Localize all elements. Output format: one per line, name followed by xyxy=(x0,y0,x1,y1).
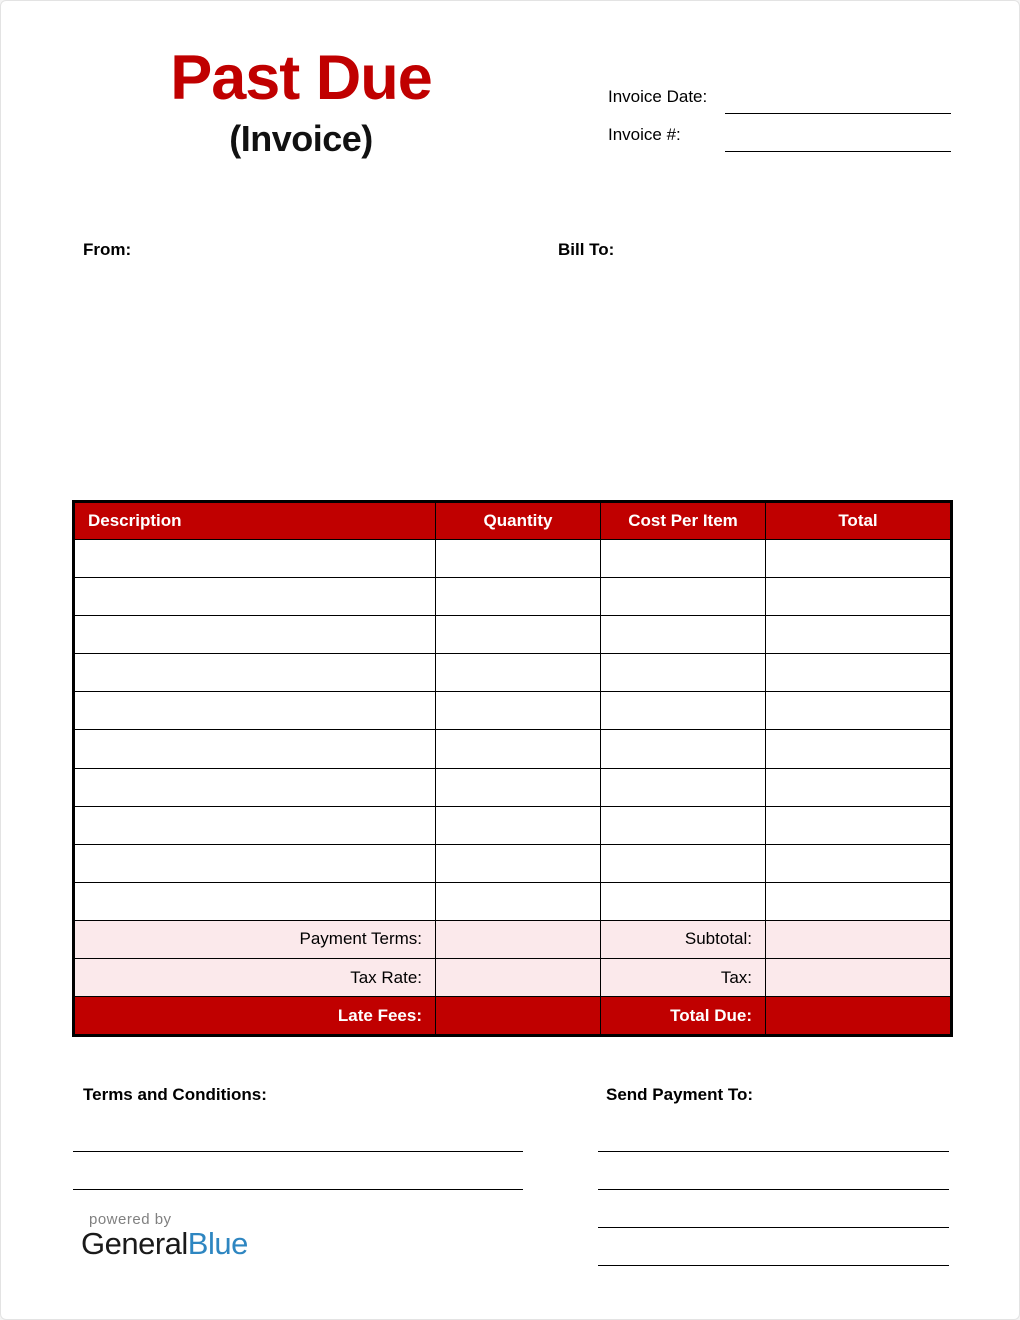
table-row xyxy=(75,654,951,692)
table-cell[interactable] xyxy=(601,844,766,882)
table-row xyxy=(75,806,951,844)
from-label: From: xyxy=(83,240,132,259)
page-title: Past Due xyxy=(170,43,432,113)
items-table xyxy=(74,502,951,1035)
table-row xyxy=(75,578,951,616)
fill-in-line[interactable] xyxy=(598,1151,949,1189)
title-block xyxy=(76,43,526,160)
table-cell[interactable] xyxy=(766,806,951,844)
table-cell[interactable] xyxy=(601,654,766,692)
table-cell[interactable] xyxy=(601,616,766,654)
subtotal-field[interactable] xyxy=(766,920,951,958)
table-row xyxy=(75,616,951,654)
table-cell[interactable] xyxy=(601,730,766,768)
table-cell[interactable] xyxy=(436,578,601,616)
tax-rate-field[interactable] xyxy=(436,959,601,997)
payment-lines xyxy=(598,1151,949,1303)
subtotal-label: Subtotal: xyxy=(601,920,766,958)
column-header-description: Description xyxy=(75,503,436,540)
table-cell[interactable] xyxy=(601,540,766,578)
table-cell[interactable] xyxy=(436,540,601,578)
invoice-number-label: Invoice #: xyxy=(608,125,681,144)
table-cell[interactable] xyxy=(436,692,601,730)
table-cell[interactable] xyxy=(436,882,601,920)
table-cell[interactable] xyxy=(766,844,951,882)
table-cell[interactable] xyxy=(601,806,766,844)
late-fees-label: Late Fees: xyxy=(75,997,436,1035)
table-body xyxy=(75,540,951,921)
table-row xyxy=(75,882,951,920)
fill-in-line[interactable] xyxy=(598,1265,949,1303)
table-cell[interactable] xyxy=(75,540,436,578)
summary-row-payment-terms xyxy=(75,920,951,958)
brand-name xyxy=(81,1228,248,1261)
table-cell[interactable] xyxy=(75,654,436,692)
table-cell[interactable] xyxy=(601,882,766,920)
total-due-label: Total Due: xyxy=(601,997,766,1035)
table-cell[interactable] xyxy=(766,730,951,768)
table-cell[interactable] xyxy=(75,844,436,882)
table-cell[interactable] xyxy=(75,730,436,768)
bill-to-label: Bill To: xyxy=(558,240,615,259)
total-due-field[interactable] xyxy=(766,997,951,1035)
table-cell[interactable] xyxy=(766,616,951,654)
table-row xyxy=(75,540,951,578)
table-cell[interactable] xyxy=(436,654,601,692)
fill-in-line[interactable] xyxy=(73,1151,523,1189)
table-row xyxy=(75,730,951,768)
table-cell[interactable] xyxy=(766,882,951,920)
invoice-date-field[interactable] xyxy=(725,113,951,114)
late-fees-field[interactable] xyxy=(436,997,601,1035)
tax-label: Tax: xyxy=(601,959,766,997)
tax-field[interactable] xyxy=(766,959,951,997)
table-cell[interactable] xyxy=(766,578,951,616)
table-cell[interactable] xyxy=(436,806,601,844)
payment-terms-field[interactable] xyxy=(436,920,601,958)
table-cell[interactable] xyxy=(75,692,436,730)
table-row xyxy=(75,692,951,730)
table-cell[interactable] xyxy=(75,616,436,654)
general-blue-logo xyxy=(81,1211,248,1261)
fill-in-line[interactable] xyxy=(598,1189,949,1227)
table-cell[interactable] xyxy=(75,768,436,806)
column-header-cost-per-item: Cost Per Item xyxy=(601,503,766,540)
table-cell[interactable] xyxy=(75,806,436,844)
payment-terms-label: Payment Terms: xyxy=(75,920,436,958)
items-table-wrapper xyxy=(72,500,953,1037)
table-header-row xyxy=(75,503,951,540)
powered-by-text: powered by xyxy=(89,1211,172,1228)
fill-in-line[interactable] xyxy=(598,1227,949,1265)
column-header-total: Total xyxy=(766,503,951,540)
table-cell[interactable] xyxy=(436,730,601,768)
table-cell[interactable] xyxy=(601,692,766,730)
table-cell[interactable] xyxy=(75,882,436,920)
brand-name-general: General xyxy=(81,1226,188,1261)
page-subtitle: (Invoice) xyxy=(229,117,373,159)
table-row xyxy=(75,844,951,882)
terms-and-conditions-label: Terms and Conditions: xyxy=(83,1085,267,1104)
table-cell[interactable] xyxy=(766,768,951,806)
table-cell[interactable] xyxy=(436,616,601,654)
tax-rate-label: Tax Rate: xyxy=(75,959,436,997)
table-cell[interactable] xyxy=(766,654,951,692)
invoice-date-label: Invoice Date: xyxy=(608,87,708,106)
table-cell[interactable] xyxy=(436,844,601,882)
invoice-number-field[interactable] xyxy=(725,151,951,152)
table-row xyxy=(75,768,951,806)
table-cell[interactable] xyxy=(601,768,766,806)
summary-row-tax xyxy=(75,959,951,997)
table-cell[interactable] xyxy=(75,578,436,616)
brand-name-blue: Blue xyxy=(187,1226,248,1261)
table-cell[interactable] xyxy=(601,578,766,616)
table-cell[interactable] xyxy=(436,768,601,806)
summary-row-total-due xyxy=(75,997,951,1035)
table-cell[interactable] xyxy=(766,540,951,578)
send-payment-to-label: Send Payment To: xyxy=(606,1085,754,1104)
table-cell[interactable] xyxy=(766,692,951,730)
column-header-quantity: Quantity xyxy=(436,503,601,540)
